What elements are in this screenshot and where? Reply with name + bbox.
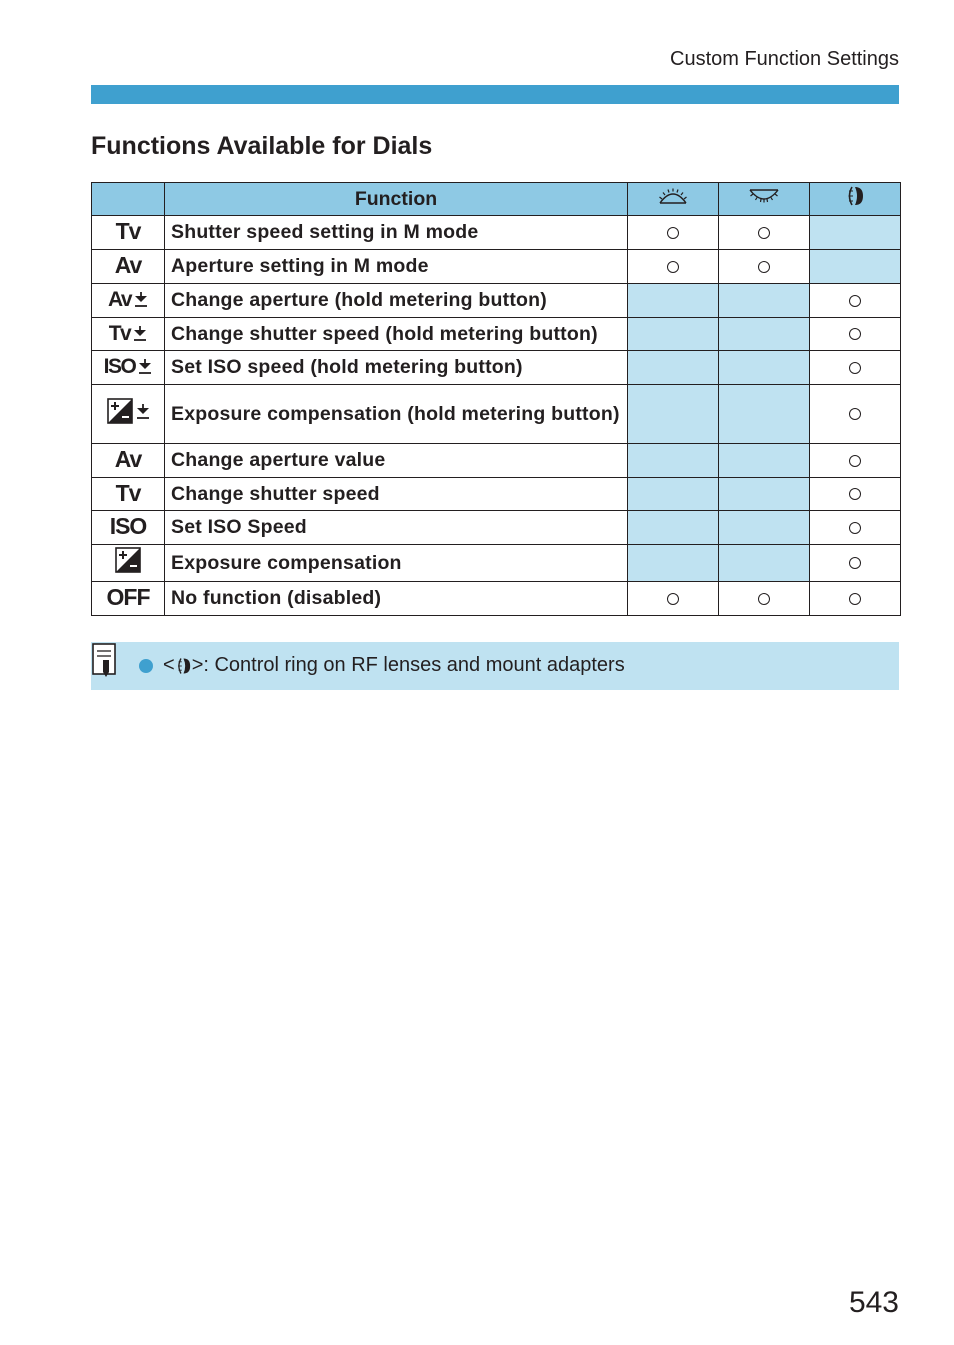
function-name: Change aperture value — [165, 444, 628, 478]
mode-icon-text: Av — [114, 252, 142, 278]
main-dial-cell — [628, 250, 719, 284]
mode-icon-text: ISO — [103, 355, 136, 378]
lock-icon — [138, 358, 152, 375]
main-dial-cell — [628, 216, 719, 250]
main-dial-cell — [628, 351, 719, 385]
available-mark-icon — [849, 295, 861, 307]
main-dial-cell — [628, 545, 719, 582]
main-dial-column-header — [628, 183, 719, 216]
table-row — [92, 582, 901, 616]
main-dial-cell — [628, 478, 719, 511]
function-name: No function (disabled) — [165, 582, 628, 616]
control-ring-cell — [810, 444, 901, 478]
quick-control-dial-cell — [719, 250, 810, 284]
memo-icon — [91, 642, 121, 680]
mode-icon-text: Av — [107, 288, 132, 311]
page-number: 543 — [848, 1286, 899, 1319]
mode-icon-cell — [92, 511, 165, 545]
section-title: Functions Available for Dials — [91, 132, 433, 160]
icon-column-header — [92, 183, 165, 216]
available-mark-icon — [667, 261, 679, 273]
mode-icon-cell — [92, 351, 165, 385]
main-dial-cell — [628, 318, 719, 351]
function-name: Change shutter speed (hold metering button) — [165, 318, 628, 351]
main-dial-cell — [628, 444, 719, 478]
main-dial-icon — [657, 186, 689, 206]
lock-icon — [136, 403, 150, 420]
mode-icon — [107, 398, 150, 424]
function-name: Exposure compensation (hold metering button) — [165, 385, 628, 444]
quick-control-dial-cell — [719, 545, 810, 582]
control-ring-cell — [810, 284, 901, 318]
control-ring-cell — [810, 250, 901, 284]
available-mark-icon — [667, 593, 679, 605]
available-mark-icon — [758, 261, 770, 273]
note-bullet — [139, 659, 153, 673]
mode-icon-cell — [92, 478, 165, 511]
available-mark-icon — [849, 593, 861, 605]
available-mark-icon — [849, 488, 861, 500]
main-dial-cell — [628, 284, 719, 318]
main-dial-cell — [628, 511, 719, 545]
mode-icon — [107, 586, 150, 609]
table-header-row — [92, 183, 901, 216]
function-name: Exposure compensation — [165, 545, 628, 582]
mode-icon-text: ISO — [109, 513, 147, 539]
mode-icon-text: OFF — [106, 584, 150, 610]
control-ring-cell — [810, 216, 901, 250]
mode-icon-text: Tv — [115, 479, 141, 506]
function-name: Set ISO speed (hold metering button) — [165, 351, 628, 385]
table-row — [92, 444, 901, 478]
function-column-header: Function — [165, 183, 628, 216]
quick-control-dial-cell — [719, 511, 810, 545]
mode-icon-cell — [92, 284, 165, 318]
exposure-compensation-icon — [115, 547, 141, 573]
mode-icon-cell — [92, 444, 165, 478]
control-ring-cell — [810, 582, 901, 616]
control-ring-cell — [810, 478, 901, 511]
table-row — [92, 216, 901, 250]
quick-control-dial-cell — [719, 478, 810, 511]
note-body: >: Control ring on RF lenses and mount adapters — [191, 654, 625, 676]
mode-icon — [108, 289, 148, 310]
main-dial-cell — [628, 385, 719, 444]
mode-icon — [115, 448, 142, 471]
available-mark-icon — [758, 593, 770, 605]
table-row — [92, 511, 901, 545]
table-row — [92, 351, 901, 385]
quick-control-dial-column-header — [719, 183, 810, 216]
control-ring-icon — [846, 185, 864, 207]
running-header: Custom Function Settings — [670, 48, 899, 70]
table-row — [92, 545, 901, 582]
control-ring-column-header — [810, 183, 901, 216]
mode-icon — [109, 323, 148, 344]
exposure-compensation-icon — [107, 398, 133, 424]
available-mark-icon — [849, 408, 861, 420]
quick-control-dial-cell — [719, 351, 810, 385]
function-name: Aperture setting in M mode — [165, 250, 628, 284]
quick-control-dial-cell — [719, 582, 810, 616]
mode-icon — [115, 479, 141, 506]
quick-control-dial-icon — [747, 186, 781, 206]
mode-icon-cell — [92, 318, 165, 351]
mode-icon-text: Tv — [108, 321, 131, 345]
quick-control-dial-cell — [719, 318, 810, 351]
mode-icon — [104, 356, 153, 377]
available-mark-icon — [849, 522, 861, 534]
mode-icon-cell — [92, 385, 165, 444]
header-bar — [91, 85, 899, 104]
available-mark-icon — [758, 227, 770, 239]
available-mark-icon — [667, 227, 679, 239]
function-name: Change aperture (hold metering button) — [165, 284, 628, 318]
available-mark-icon — [849, 557, 861, 569]
note-text — [163, 654, 625, 677]
control-ring-icon — [176, 656, 191, 676]
quick-control-dial-cell — [719, 444, 810, 478]
main-dial-cell — [628, 582, 719, 616]
dial-function-table — [91, 182, 901, 616]
lock-icon — [133, 325, 147, 342]
control-ring-cell — [810, 351, 901, 385]
function-name: Change shutter speed — [165, 478, 628, 511]
table-row — [92, 318, 901, 351]
note-box — [91, 642, 899, 690]
control-ring-cell — [810, 545, 901, 582]
mode-icon — [116, 220, 141, 243]
quick-control-dial-cell — [719, 284, 810, 318]
mode-icon-cell — [92, 582, 165, 616]
mode-icon-text: Tv — [115, 218, 141, 244]
quick-control-dial-cell — [719, 385, 810, 444]
mode-icon-cell — [92, 250, 165, 284]
table-row — [92, 284, 901, 318]
quick-control-dial-cell — [719, 216, 810, 250]
note-prefix: < — [163, 654, 175, 676]
mode-icon — [110, 515, 147, 538]
available-mark-icon — [849, 362, 861, 374]
table-row — [92, 250, 901, 284]
mode-icon-text: Av — [114, 446, 142, 472]
table-row — [92, 385, 901, 444]
control-ring-cell — [810, 385, 901, 444]
available-mark-icon — [849, 328, 861, 340]
mode-icon-cell — [92, 216, 165, 250]
mode-icon — [115, 254, 142, 277]
mode-icon — [115, 547, 141, 573]
available-mark-icon — [849, 455, 861, 467]
lock-icon — [134, 291, 148, 308]
control-ring-cell — [810, 511, 901, 545]
function-name: Shutter speed setting in M mode — [165, 216, 628, 250]
table-row — [92, 478, 901, 511]
control-ring-cell — [810, 318, 901, 351]
mode-icon-cell — [92, 545, 165, 582]
function-name: Set ISO Speed — [165, 511, 628, 545]
